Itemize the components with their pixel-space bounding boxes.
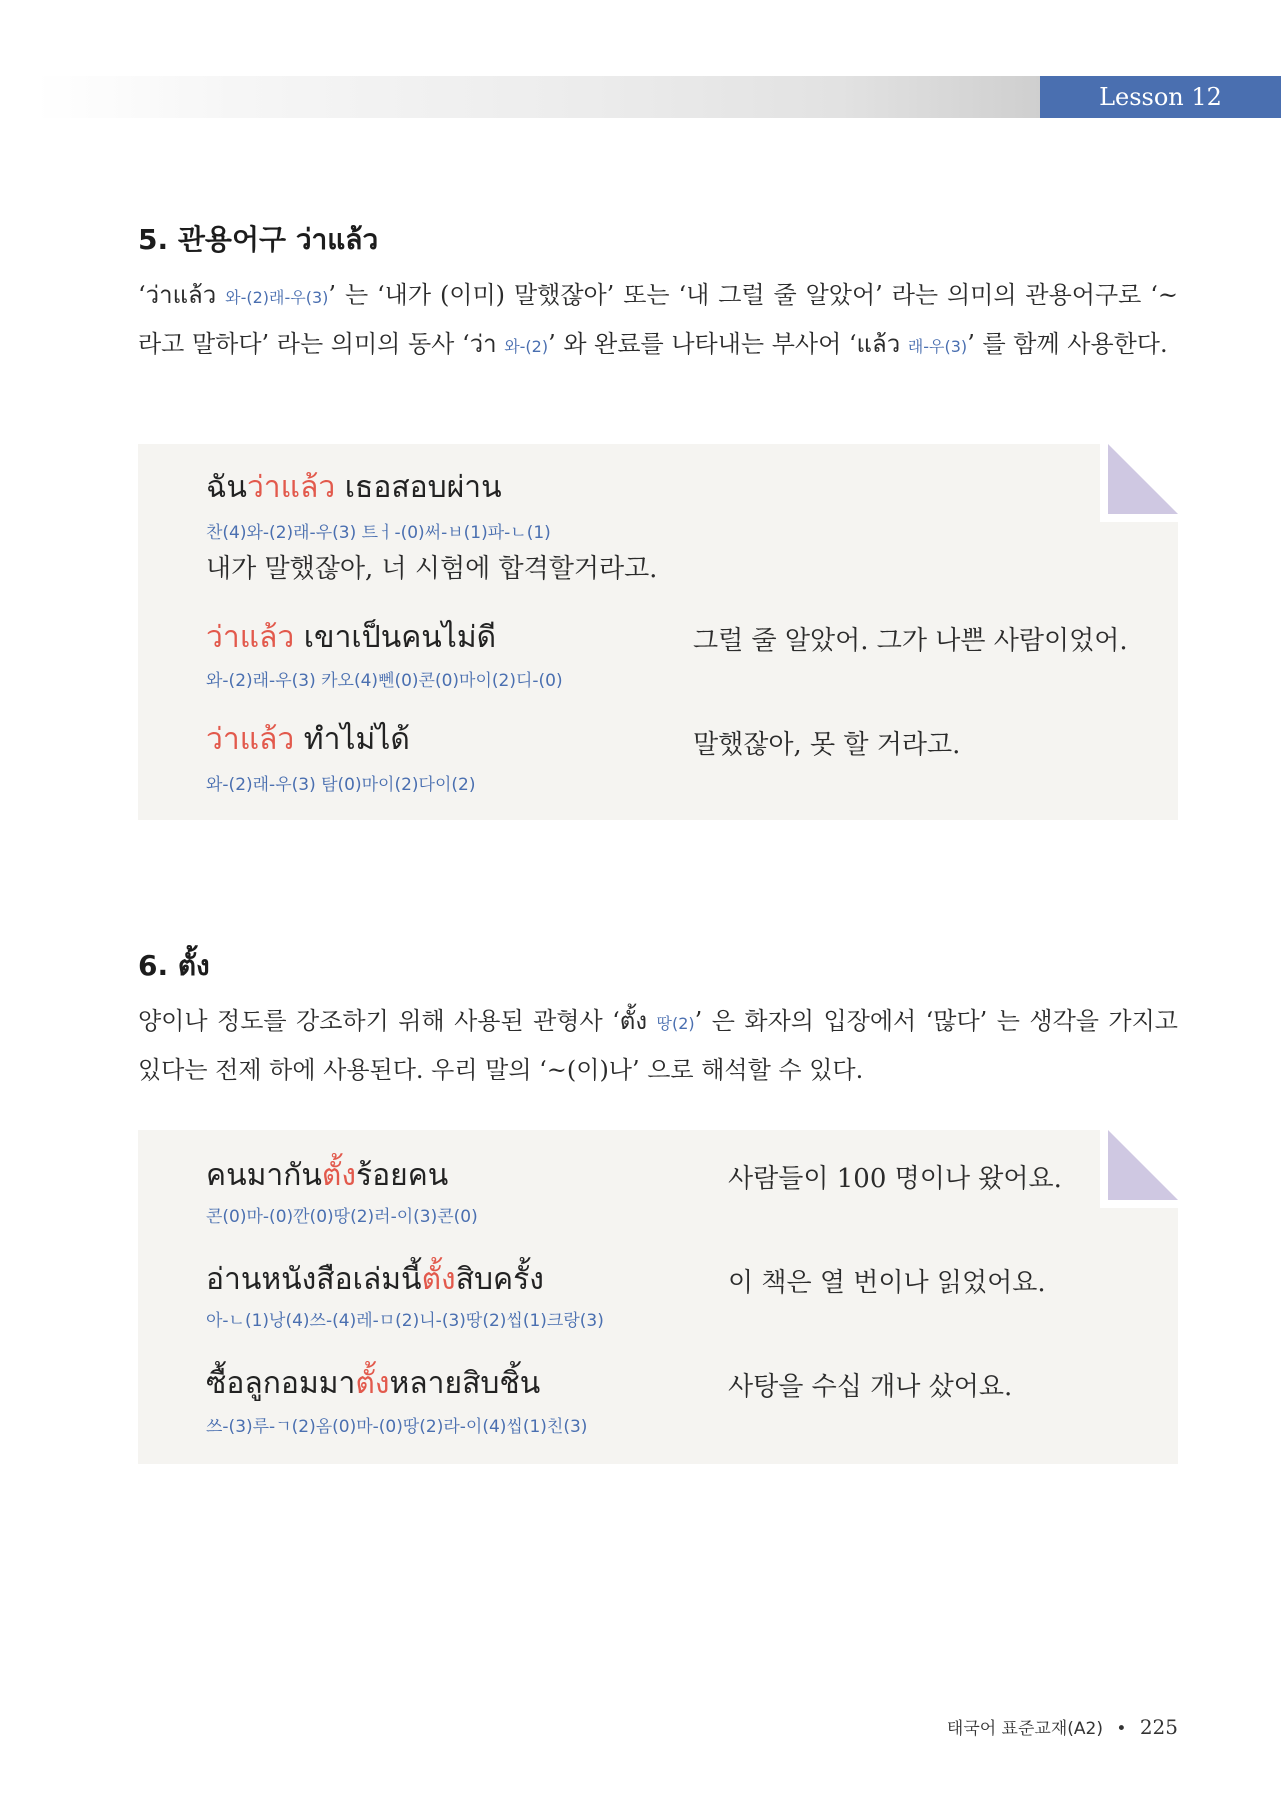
section6-paragraph	[138, 998, 1178, 1094]
footer-bullet: •	[1116, 1719, 1127, 1739]
section5-title	[138, 218, 378, 262]
section6-title-thai: ตั้ง	[177, 949, 210, 982]
header-gradient-band	[35, 76, 1040, 118]
example-translation: 이 책은 열 번이나 읽었어요.	[728, 1268, 1046, 1298]
example-thai: ว่าแล้ว ทำไม่ได้	[206, 722, 410, 757]
example-translation: 말했잖아, 못 할 거라고.	[693, 730, 961, 760]
section5-paragraph	[138, 272, 1178, 370]
section5-title-thai: ว่าแล้ว	[295, 223, 379, 256]
text-run: ’ 와 완료를 나타내는 부사어 ‘แล้ว	[548, 330, 908, 358]
page-footer	[947, 1714, 1178, 1739]
example-romanization: 아-ㄴ(1)낭(4)쓰-(4)레-ㅁ(2)니-(3)땅(2)씹(1)크랑(3)	[206, 1311, 604, 1331]
page-fold-corner	[1100, 444, 1178, 522]
example-thai: ว่าแล้ว เขาเป็นคนไม่ดี	[206, 620, 497, 655]
example-translation: 사탕을 수십 개나 샀어요.	[728, 1372, 1013, 1402]
example-romanization: 쓰-(3)루-ㄱ(2)옴(0)마-(0)땅(2)라-이(4)씹(1)친(3)	[206, 1417, 588, 1437]
inline-romanization: 래-우(3)	[907, 337, 968, 356]
example-thai: อ่านหนังสือเล่มนี้ตั้งสิบครั้ง	[206, 1262, 544, 1297]
highlight-phrase: ว่าแล้ว	[206, 722, 295, 757]
section5-example-box	[138, 444, 1178, 820]
example-translation: 그럴 줄 알았어. 그가 나쁜 사람이었어.	[693, 626, 1128, 656]
section5-title-prefix: 5. 관용어구	[138, 223, 296, 256]
highlight-phrase: ว่าแล้ว	[246, 470, 336, 505]
example-thai: ซื้อลูกอมมาตั้งหลายสิบชิ้น	[206, 1366, 541, 1401]
highlight-word: ตั้ง	[355, 1366, 390, 1401]
inline-romanization: 와-(2)래-우(3)	[225, 288, 329, 307]
page-fold-corner	[1100, 1130, 1178, 1208]
book-title: 태국어 표준교재(A2)	[946, 1719, 1103, 1739]
highlight-word: ตั้ง	[321, 1158, 357, 1193]
lesson-label: Lesson 12	[1099, 83, 1222, 111]
section6-title	[138, 944, 210, 988]
example-romanization: 와-(2)래-우(3) 탐(0)마이(2)다이(2)	[206, 775, 476, 795]
highlight-phrase: ว่าแล้ว	[206, 620, 295, 655]
example-translation: 내가 말했잖아, 너 시험에 합격할거라고.	[206, 554, 658, 584]
text-run: ‘ว่าแล้ว	[138, 281, 226, 309]
example-thai: คนมากันตั้งร้อยคน	[206, 1158, 449, 1193]
text-run: 양이나 정도를 강조하기 위해 사용된 관형사 ‘ตั้ง	[138, 1007, 657, 1035]
section6-title-prefix: 6.	[138, 949, 178, 982]
example-thai: ฉันว่าแล้ว เธอสอบผ่าน	[206, 470, 502, 505]
page-number: 225	[1139, 1715, 1178, 1739]
highlight-word: ตั้ง	[421, 1262, 456, 1297]
example-translation: 사람들이 100 명이나 왔어요.	[728, 1164, 1062, 1194]
inline-romanization: 땅(2)	[656, 1014, 695, 1033]
example-romanization: 콘(0)마-(0)깐(0)땅(2)러-이(3)콘(0)	[206, 1207, 478, 1227]
text-run: ’ 은 화자의 입장에서 ‘많다’ 는 생각을 가지고 있다는 전제 하에 사용된다. 우리 말의 ‘~(이)나’ 으로 해석할 수 있다.	[138, 1007, 1178, 1084]
text-run: ’ 를 함께 사용한다.	[967, 330, 1168, 358]
lesson-tab	[1040, 76, 1281, 118]
text-run: ’ 는 ‘내가 (이미) 말했잖아’ 또는 ‘내 그럴 줄 알았어’ 라는 의미의 관용어구로 ‘~라고 말하다’ 라는 의미의 동사 ‘ว่า	[138, 281, 1178, 358]
example-romanization: 찬(4)와-(2)래-우(3) 트ㅓ-(0)써-ㅂ(1)파-ㄴ(1)	[206, 523, 551, 543]
section6-example-box	[138, 1130, 1178, 1464]
example-romanization: 와-(2)래-우(3) 카오(4)뻰(0)콘(0)마이(2)디-(0)	[206, 671, 563, 691]
inline-romanization: 와-(2)	[504, 337, 549, 356]
